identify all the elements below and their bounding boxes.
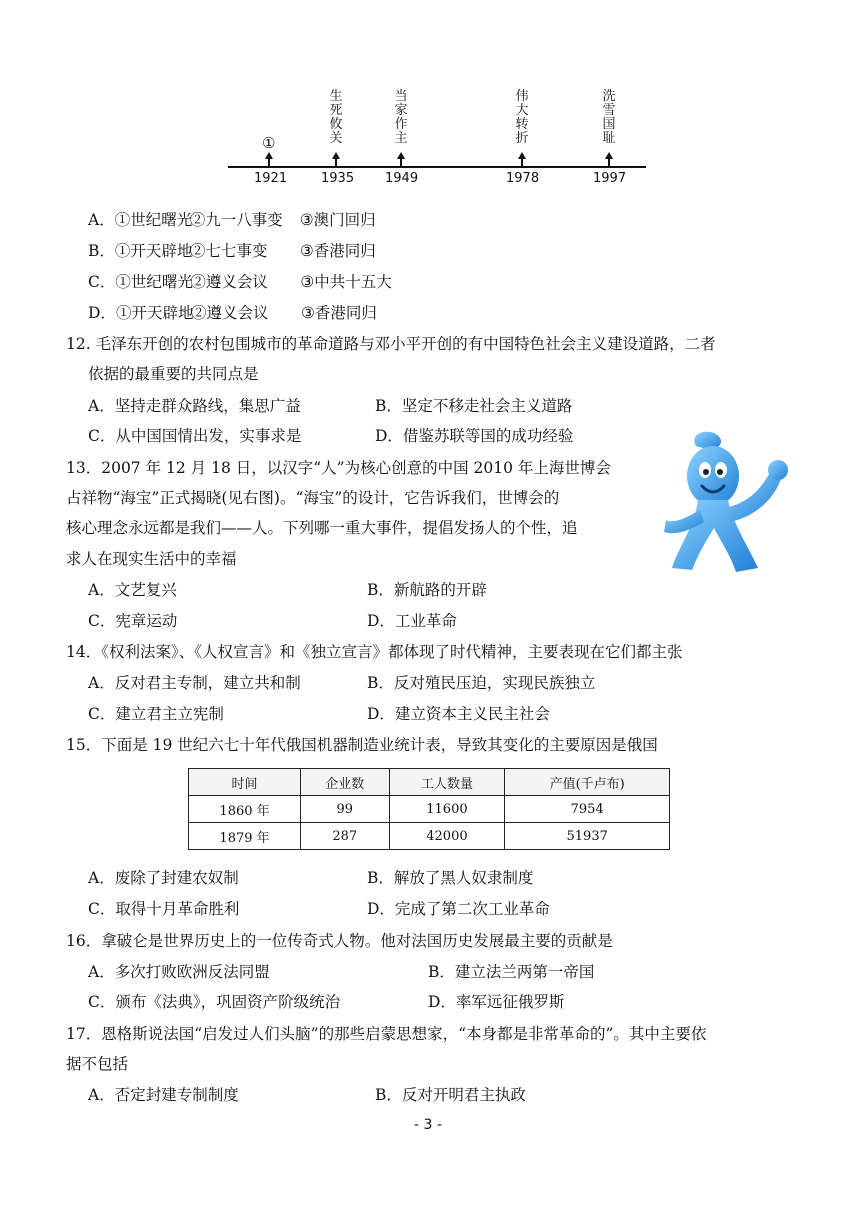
q15-option-b[interactable]: B．解放了黑人奴隶制度 [367, 869, 534, 887]
table-row [189, 796, 670, 823]
q12-option-d[interactable]: D．借鉴苏联等国的成功经验 [375, 427, 574, 445]
q13-stem-cont: 核心理念永远都是我们——人。下列哪一重大事件，提倡发扬人的个性，追 [66, 519, 578, 537]
q12-stem-cont: 依据的最重要的共同点是 [88, 365, 259, 383]
q16-option-d[interactable]: D．率军远征俄罗斯 [428, 993, 565, 1011]
option-a[interactable]: A．①世纪曙光②九一八事变 ③澳门回归 [88, 211, 376, 229]
table-cell: 51937 [505, 823, 670, 850]
timeline-year: 1921 [254, 171, 288, 186]
q17-option-b[interactable]: B．反对开明君主执政 [375, 1086, 526, 1104]
q15-option-a[interactable]: A．废除了封建农奴制 [88, 869, 239, 887]
q15-option-c[interactable]: C．取得十月革命胜利 [88, 900, 240, 918]
q14-option-a[interactable]: A．反对君主专制，建立共和制 [88, 674, 301, 692]
timeline-label-1921: ① [262, 134, 276, 152]
timeline-year: 1935 [321, 171, 355, 186]
russia-machinery-table [188, 768, 670, 850]
table-cell: 11600 [389, 796, 505, 823]
haibao-mascot-icon [658, 428, 798, 578]
timeline-label-1949: 当 家 作 主 [394, 89, 408, 146]
q13-option-b[interactable]: B．新航路的开辟 [367, 581, 487, 599]
q13-option-c[interactable]: C．宪章运动 [88, 612, 178, 630]
q17-stem: 17．恩格斯说法国“启发过人们头脑”的那些启蒙思想家，“本身都是非常革命的”。其中主要依 [66, 1025, 707, 1043]
q16-option-c[interactable]: C．颁布《法典》，巩固资产阶级统治 [88, 993, 341, 1011]
table-row [189, 823, 670, 850]
table-cell: 1879 年 [189, 823, 301, 850]
table-cell: 1860 年 [189, 796, 301, 823]
timeline-year: 1949 [385, 171, 419, 186]
q15-option-d[interactable]: D．完成了第二次工业革命 [367, 900, 550, 918]
option-c[interactable]: C．①世纪曙光②遵义会议 ③中共十五大 [88, 273, 392, 291]
q14-option-c[interactable]: C．建立君主立宪制 [88, 705, 224, 723]
page-number: - 3 - [414, 1117, 442, 1133]
timeline-label-1978: 伟 大 转 折 [515, 89, 529, 146]
q13-option-d[interactable]: D．工业革命 [367, 612, 457, 630]
table-header: 工人数量 [389, 769, 505, 796]
table-cell: 7954 [505, 796, 670, 823]
q13-stem: 13．2007 年 12 月 18 日，以汉字“人”为核心创意的中国 2010 年上海世博会 [66, 459, 611, 477]
q12-option-c[interactable]: C．从中国国情出发，实事求是 [88, 427, 302, 445]
q17-stem-cont: 据不包括 [66, 1055, 129, 1073]
timeline-figure [225, 82, 650, 192]
table-header: 企业数 [301, 769, 389, 796]
timeline-year: 1997 [593, 171, 627, 186]
q14-option-b[interactable]: B．反对殖民压迫，实现民族独立 [367, 674, 596, 692]
q14-stem: 14．《权利法案》、《人权宣言》和《独立宣言》都体现了时代精神，主要表现在它们都主张 [66, 643, 683, 661]
q13-option-a[interactable]: A．文艺复兴 [88, 581, 177, 599]
q14-option-d[interactable]: D．建立资本主义民主社会 [367, 705, 550, 723]
q15-stem: 15．下面是 19 世纪六七十年代俄国机器制造业统计表，导致其变化的主要原因是俄国 [66, 736, 658, 754]
table-cell: 42000 [389, 823, 505, 850]
timeline-axis [228, 166, 646, 168]
table-header: 产值(千卢布) [505, 769, 670, 796]
q17-option-a[interactable]: A．否定封建专制制度 [88, 1086, 239, 1104]
timeline-label-1935: 生 死 攸 关 [329, 89, 343, 146]
q16-stem: 16．拿破仑是世界历史上的一位传奇式人物。他对法国历史发展最主要的贡献是 [66, 932, 613, 950]
timeline-label-1997: 洗 雪 国 耻 [602, 89, 616, 146]
q12-option-a[interactable]: A．坚持走群众路线，集思广益 [88, 397, 301, 415]
option-d[interactable]: D．①开天辟地②遵义会议 ③香港同归 [88, 304, 377, 322]
q13-stem-cont: 求人在现实生活中的幸福 [66, 550, 237, 568]
q13-stem-cont: 占祥物“海宝”正式揭晓(见右图)。“海宝”的设计，它告诉我们，世博会的 [66, 489, 560, 507]
option-b[interactable]: B．①开天辟地②七七事变 ③香港同归 [88, 242, 376, 260]
q16-option-a[interactable]: A．多次打败欧洲反法同盟 [88, 963, 270, 981]
table-cell: 99 [301, 796, 389, 823]
table-header-row [189, 769, 670, 796]
q12-stem: 12. 毛泽东开创的农村包围城市的革命道路与邓小平开创的有中国特色社会主义建设道路，二者 [66, 335, 716, 353]
q16-option-b[interactable]: B．建立法兰两第一帝国 [428, 963, 595, 981]
q12-option-b[interactable]: B．坚定不移走社会主义道路 [375, 397, 573, 415]
timeline-year: 1978 [506, 171, 540, 186]
table-header: 时间 [189, 769, 301, 796]
table-cell: 287 [301, 823, 389, 850]
